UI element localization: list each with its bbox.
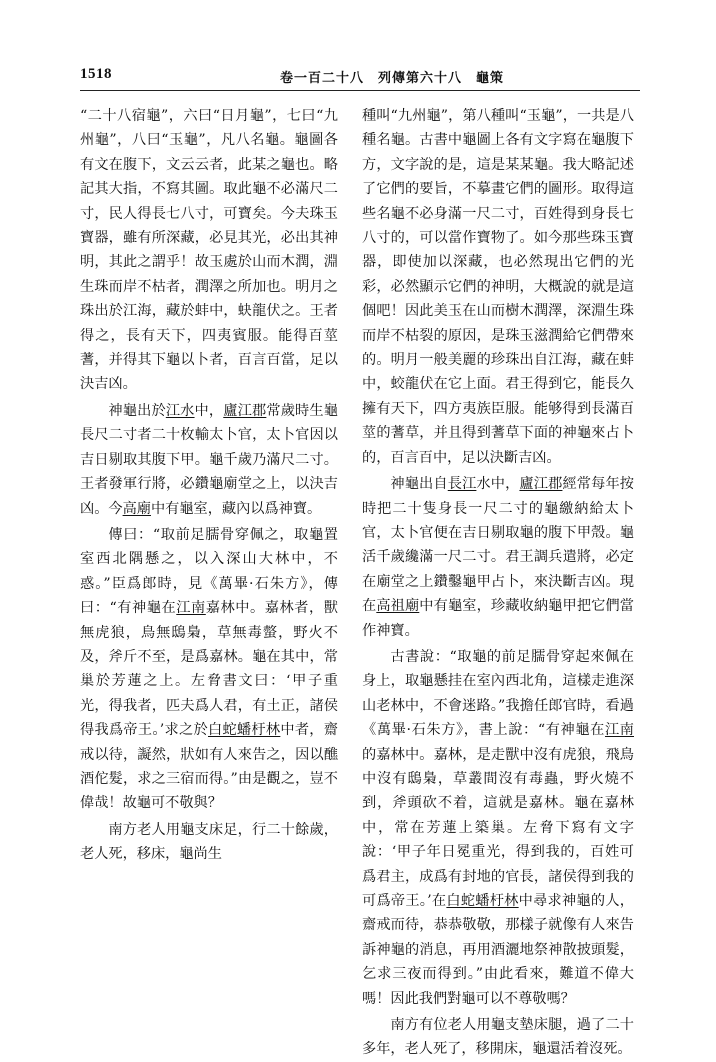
place-name: 廬江郡 — [223, 402, 267, 419]
translation-column — [362, 104, 634, 1062]
page-number: 1518 — [80, 66, 112, 82]
place-name: 高廟 — [122, 500, 151, 517]
running-head: 卷一百二十八 列傳第六十八 龜策 — [280, 71, 505, 86]
place-name: 白蛇蟠杅林 — [446, 893, 519, 909]
translation-paragraph-2: 神龜出自長江水中，廬江郡經常每年按時把二十隻身長一尺二寸的龜繳納給太卜官，太卜官便在吉日剔取龜的腹下甲殼。龜活千歲纔滿一尺二寸。君王調兵遣將，必定在廟堂之上鑽鑿龜甲占卜，來決斷吉凶。現在高祖廟中有龜室，珍藏收納龜甲把它們當作神寶。 — [362, 476, 634, 639]
classical-paragraph-2: 神龜出於江水中，廬江郡常歲時生龜長尺二寸者二十枚輸太卜官，太卜官因以吉日剔取其腹下甲。龜千歲乃滿尺二寸。王者發軍行將，必鑽龜廟堂之上，以決吉凶。今高廟中有龜室，藏內以爲神寶。 — [80, 402, 338, 517]
classical-paragraph-1: “二十八宿龜”，六曰“日月龜”，七曰“九州龜”，八曰“玉龜”，凡八名龜。龜圖各有文在腹下，文云云者，此某之龜也。略記其大指，不寫其圖。取此龜不必滿尺二寸，民人得長七八寸，可寶矣。今夫珠玉寶器，雖有所深藏，必見其光，必出其神明，其此之謂乎！故玉處於山而木潤，淵生珠而岸不枯者，潤澤之所加也。明月之珠出於江海，藏於蚌中，蚗龍伏之。王者得之，長有天下，四夷賓服。能得百莖蓍，并得其下龜以卜者，百言百當，足以決吉凶。 — [80, 108, 338, 393]
classical-paragraph-4: 南方老人用龜支床足，行二十餘歲，老人死，移床，龜尚生 — [80, 821, 338, 863]
place-name: 廬江郡 — [519, 476, 563, 493]
page-header — [80, 66, 640, 88]
place-name: 江南 — [604, 722, 634, 739]
translation-paragraph-1: 種叫“九州龜”，第八種叫“玉龜”，一共是八種名龜。古書中龜圖上各有文字寫在龜腹下方，文字說的是，這是某某龜。我大略記述了它們的要旨，不摹畫它們的圖形。取得這些名龜不必身滿一尺二寸，百姓得到身長七八寸的，可以當作寶物了。如今那些珠玉寶器，即使加以深藏，也必然現出它們的光彩，必然顯示它們的神明，大概說的就是這個吧！因此美玉在山而樹木潤澤，深淵生珠而岸不枯裂的原因，是珠玉滋潤給它們帶來的。明月一般美麗的珍珠出自江海，藏在蚌中，蛟龍伏在它上面。君王得到它，能長久擁有天下，四方夷族臣服。能够得到長滿百莖的蓍草，并且得到蓍草下面的神龜來占卜的，百言百中，足以決斷吉凶。 — [362, 108, 634, 466]
translation-paragraph-3: 古書說：“取龜的前足臑骨穿起來佩在身上，取龜懸挂在室內西北角，這樣走進深山老林中，不會迷路。”我擔任郎官時，看過《萬畢·石朱方》，書上說：“有神龜在江南的嘉林中。嘉林，是走獸中沒有虎狼，飛鳥中沒有鴟梟，草叢間沒有毒蟲，野火燒不到，斧頭砍不着，這就是嘉林。龜在嘉林中，常在芳蓮上築巢。左脅下寫有文字說：‘甲子年日冕重光，得到我的，百姓可爲君主，成爲有封地的官長，諸侯得到我的可爲帝王。’在白蛇蟠杅林中尋求神龜的人，齋戒而待，恭恭敬敬，那樣子就像有人來告訴神龜的消息，再用酒灑地祭神散披頭髮，乞求三夜而得到。”由此看來，難道不偉大嗎！因此我們對龜可以不尊敬嗎？ — [362, 648, 634, 1007]
place-name: 長江 — [447, 476, 477, 493]
place-name: 江南 — [176, 600, 206, 617]
header-rule — [80, 90, 640, 91]
classical-paragraph-3: 傳曰：“取前足臑骨穿佩之，取龜置室西北隅懸之，以入深山大林中，不惑。”臣爲郎時，見《萬畢·石朱方》，傳曰：“有神龜在江南嘉林中。嘉林者，獸無虎狼，鳥無鴟梟，草無毒螫，野火不及，斧斤不至，是爲嘉林。龜在其中，常巢於芳蓮之上。左脅書文曰：‘甲子重光，得我者，匹夫爲人君，有土正，諸侯得我爲帝王。’求之於白蛇蟠杅林中者，齋戒以待，譺然，狀如有人來告之，因以醮酒佗髮，求之三宿而得。”由是觀之，豈不偉哉！故龜可不敬與？ — [80, 526, 338, 812]
place-name: 江水 — [165, 402, 195, 419]
place-name: 高祖廟 — [376, 598, 420, 615]
classical-text-column — [80, 104, 338, 867]
translation-paragraph-4: 南方有位老人用龜支墊床腿，過了二十多年，老人死了，移開床，龜還活着沒死。 — [362, 1017, 634, 1058]
place-name: 白蛇蟠杅林 — [207, 722, 281, 739]
